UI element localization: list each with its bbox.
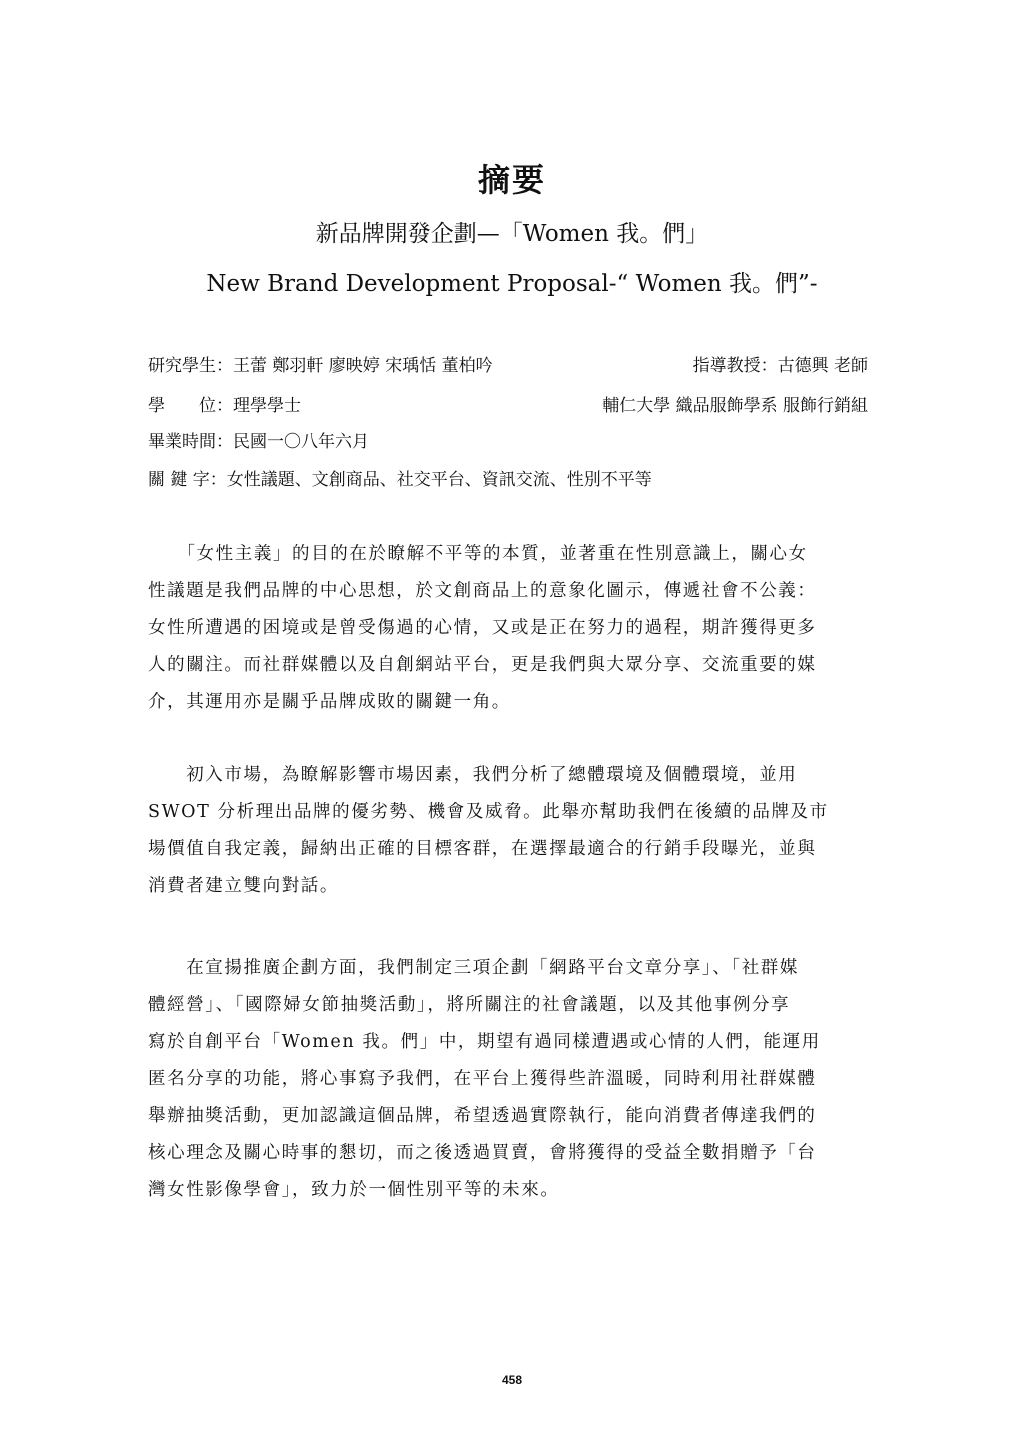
paragraph-line: 匿名分享的功能，將心事寫予我們，在平台上獲得些許溫暖，同時利用社群媒體 — [148, 1069, 817, 1089]
paragraph-line: 介，其運用亦是關乎品牌成敗的關鍵一角。 — [148, 692, 511, 712]
paragraph-line: 寫於自創平台「Women 我。們」中，期望有過同樣遭遇或心情的人們，能運用 — [148, 1032, 821, 1052]
paragraph-line: 灣女性影像學會」，致力於一個性別平等的未來。 — [148, 1180, 560, 1200]
meta-row-students — [148, 354, 868, 378]
paragraph-line: 核心理念及關心時事的懇切，而之後透過買賣，會將獲得的受益全數捐贈予「台 — [148, 1143, 817, 1163]
paragraph-line: 消費者建立雙向對話。 — [148, 876, 339, 896]
paragraph-line: 人的關注。而社群媒體以及自創網站平台，更是我們與大眾分享、交流重要的媒 — [148, 655, 817, 675]
students-field: 研究學生：王蕾 鄭羽軒 廖映婷 宋瑀恬 董柏吟 — [148, 356, 493, 376]
abstract-paragraph-2 — [148, 757, 872, 905]
paragraph-line: 體經營」、「國際婦女節抽獎活動」，將所關注的社會議題，以及其他事例分享 — [148, 995, 791, 1015]
department-field: 輔仁大學 織品服飾學系 服飾行銷組 — [602, 396, 868, 416]
graduation-field: 畢業時間：民國一〇八年六月 — [148, 432, 369, 452]
page-title: 摘要 — [477, 161, 546, 199]
meta-row-degree — [148, 394, 868, 418]
paragraph-line: 女性所遭遇的困境或是曾受傷過的心情，又或是正在努力的過程，期許獲得更多 — [148, 618, 817, 638]
subtitle-chinese: 新品牌開發企劃—「Women 我。們」 — [315, 221, 709, 247]
abstract-paragraph-1 — [148, 536, 872, 721]
paragraph-line: 在宣揚推廣企劃方面，我們制定三項企劃「網路平台文章分享」、「社群媒 — [148, 958, 799, 978]
paragraph-line: SWOT 分析理出品牌的優劣勢、機會及威脅。此舉亦幫助我們在後續的品牌及市 — [148, 802, 829, 822]
subtitle-english: New Brand Development Proposal-“ Women 我。們”- — [206, 271, 818, 297]
paragraph-line: 「女性主義」的目的在於瞭解不平等的本質，並著重在性別意識上，關心女 — [148, 544, 808, 564]
abstract-paragraph-3 — [148, 950, 872, 1209]
meta-row-graduation — [148, 430, 868, 454]
paragraph-line: 舉辦抽獎活動，更加認識這個品牌，希望透過實際執行，能向消費者傳達我們的 — [148, 1106, 817, 1126]
meta-row-keywords — [148, 468, 868, 492]
advisor-field: 指導教授：古德興 老師 — [692, 356, 868, 376]
paragraph-line: 場價值自我定義，歸納出正確的目標客群，在選擇最適合的行銷手段曝光，並與 — [148, 839, 817, 859]
page-number: 458 — [501, 1373, 523, 1387]
paragraph-line: 性議題是我們品牌的中心思想，於文創商品上的意象化圖示，傳遞社會不公義： — [148, 581, 817, 601]
degree-field: 學 位：理學學士 — [148, 396, 301, 416]
paragraph-line: 初入市場，為瞭解影響市場因素，我們分析了總體環境及個體環境，並用 — [148, 765, 798, 785]
keywords-field: 關 鍵 字：女性議題、文創商品、社交平台、資訊交流、性別不平等 — [148, 470, 652, 490]
